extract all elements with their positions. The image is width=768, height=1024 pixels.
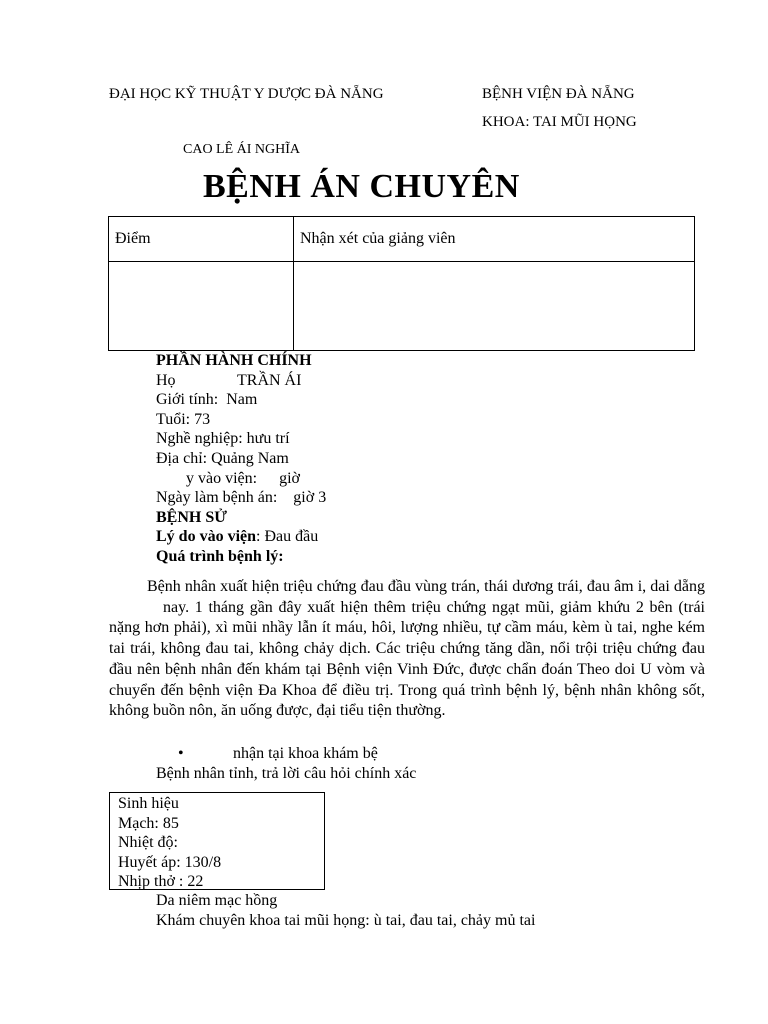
record-date-value: giờ 3 bbox=[293, 489, 327, 507]
reason-value: : Đau đầu bbox=[256, 528, 319, 546]
bullet-text: nhận tại khoa khám bệ bbox=[233, 745, 378, 762]
pulse: Mạch: 85 bbox=[118, 814, 179, 832]
record-date-label: Ngày làm bệnh án: bbox=[156, 489, 278, 507]
bullet-dot-icon: • bbox=[178, 745, 184, 762]
illness-course-paragraph bbox=[109, 577, 705, 722]
comment-header: Nhận xét của giảng viên bbox=[294, 217, 695, 262]
paragraph-part1: Bệnh nhân xuất hiện triệu chứng đau đầu vùng trán, thái dương trái, đau âm i, dai dẵng bbox=[147, 578, 705, 595]
paragraph-part2: nay. 1 tháng gần đây xuất hiện thêm triệu chứng ngạt mũi, giảm khứu 2 bên (trái nặng hơn phải), xì mũi nhầy lẫn ít máu, hôi, lượng nhiều, tự cầm máu, kèm ù tai, nghe kém tai trái, không đau tai, không chảy dịch. Các triệu chứng tăng dần, nổi trội triệu chứng đau đầu nên bệnh nhân đến khám tại Bệnh viện Vinh Đức, được chẩn đoán Theo doi U vòm và chuyển đến bệnh viện Đa Khoa để điều trị. Trong quá trình bệnh lý, bệnh nhân không sốt, không buồn nôn, ăn uống được, đại tiểu tiện thường. bbox=[109, 598, 705, 720]
record-date-line bbox=[156, 488, 326, 508]
school-name: ĐẠI HỌC KỸ THUẬT Y DƯỢC ĐÀ NẴNG bbox=[109, 86, 384, 102]
document-title: BỆNH ÁN CHUYÊN bbox=[203, 168, 520, 205]
blood-pressure: Huyết áp: 130/8 bbox=[118, 853, 222, 871]
admission-line bbox=[156, 469, 326, 489]
admission-value: giờ bbox=[279, 469, 300, 487]
name-label: Họ bbox=[156, 371, 176, 389]
score-cell bbox=[109, 262, 294, 351]
admin-section-title: PHẦN HÀNH CHÍNH bbox=[156, 352, 312, 369]
bullet-item bbox=[178, 745, 378, 763]
age-line: Tuổi: 73 bbox=[156, 410, 211, 428]
patient-name-line bbox=[156, 371, 326, 391]
gender-line bbox=[156, 390, 326, 410]
author-name: CAO LÊ ÁI NGHĨA bbox=[183, 142, 301, 157]
ent-exam: Khám chuyên khoa tai mũi họng: ù tai, đau tai, chảy mủ tai bbox=[156, 912, 536, 929]
admin-section bbox=[156, 351, 326, 567]
occupation-line: Nghề nghiệp: hưu trí bbox=[156, 430, 290, 448]
vitals-box bbox=[109, 792, 325, 890]
hospital-name: BỆNH VIỆN ĐÀ NẴNG bbox=[482, 86, 635, 102]
name-value: TRẦN ÁI bbox=[237, 371, 302, 389]
gender-value: Nam bbox=[226, 391, 258, 409]
course-label: Quá trình bệnh lý: bbox=[156, 547, 284, 565]
vitals-title: Sinh hiệu bbox=[118, 795, 179, 812]
history-section-title: BỆNH SỬ bbox=[156, 508, 227, 526]
grade-table bbox=[108, 216, 695, 351]
temperature: Nhiệt độ: bbox=[118, 834, 178, 851]
department-name: KHOA: TAI MŨI HỌNG bbox=[482, 114, 637, 130]
gender-label: Giới tính: bbox=[156, 391, 219, 409]
comment-cell bbox=[294, 262, 695, 351]
address-line: Địa chỉ: Quảng Nam bbox=[156, 449, 289, 467]
reason-label: Lý do vào viện bbox=[156, 528, 257, 546]
skin-exam: Da niêm mạc hồng bbox=[156, 892, 278, 909]
reason-line bbox=[156, 527, 326, 547]
respiration: Nhịp thở : 22 bbox=[118, 873, 204, 890]
patient-status: Bệnh nhân tỉnh, trả lời câu hỏi chính xác bbox=[156, 765, 417, 782]
score-header: Điểm bbox=[109, 217, 294, 262]
admission-label: y vào viện: bbox=[186, 469, 258, 487]
